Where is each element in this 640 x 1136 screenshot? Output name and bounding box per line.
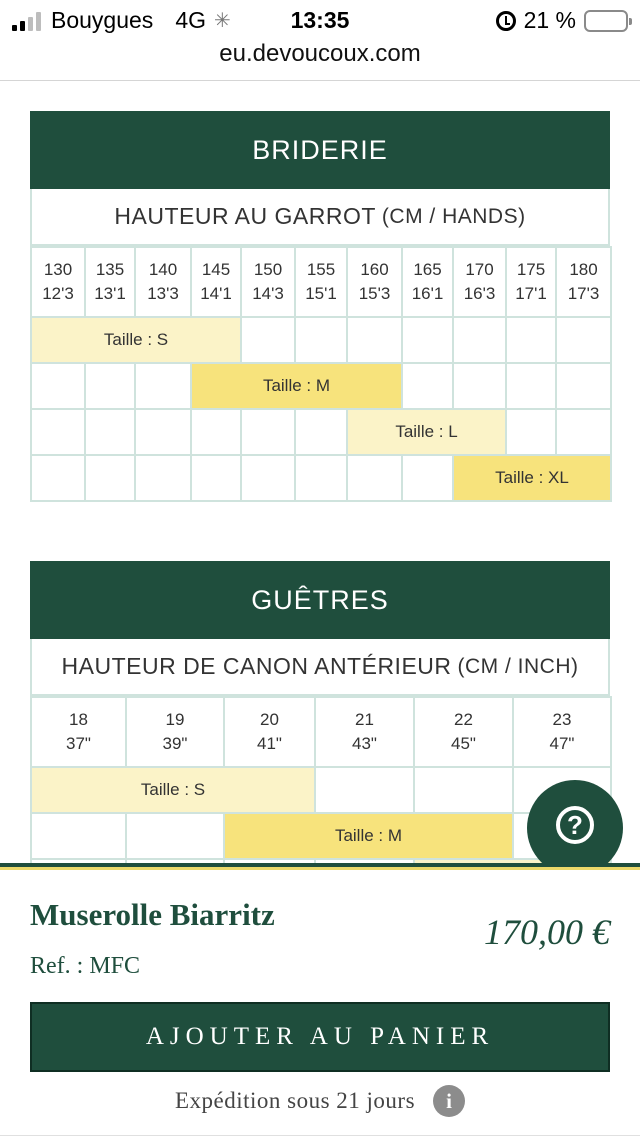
measure-cm: 165 [413,260,442,279]
bridle-measure-cell [506,247,556,317]
product-price: 170,00 € [484,912,610,952]
measure-cm: 20 [260,710,279,729]
bridle-size-table [30,246,612,502]
bridle-measure-cell [347,247,402,317]
measure-cm: 160 [360,260,389,279]
bridle-empty-cell [241,455,295,501]
bridle-empty-cell [506,317,556,363]
bridle-empty-cell [31,455,85,501]
bridle-empty-cell [31,409,85,455]
bridle-size-row [31,317,611,363]
measure-cm: 140 [148,260,178,279]
bridle-measure-cell [556,247,611,317]
battery-percent: 21 % [523,7,576,33]
gaiter-measure-label: HAUTEUR DE CANON ANTÉRIEUR [61,653,452,679]
bridle-empty-cell [402,317,453,363]
bridle-measure-cell [191,247,241,317]
gaiter-size-chart [30,561,610,906]
gaiter-empty-cell [126,813,224,859]
gaiter-measure-cell [414,697,513,767]
bridle-empty-cell [85,409,135,455]
info-icon[interactable]: i [433,1085,465,1117]
bridle-empty-cell [347,455,402,501]
bridle-size-row [31,455,611,501]
bridle-chart-subtitle [30,189,610,246]
status-bar [0,0,640,40]
measure-alt: 16'1 [411,284,444,303]
measure-cm: 145 [201,260,231,279]
product-name: Muserolle Biarritz [30,897,275,932]
bridle-size-row [31,363,611,409]
alarm-icon [496,11,516,31]
gaiter-measure-cell [513,697,611,767]
measure-cm: 22 [454,710,473,729]
carrier-name: Bouygues [51,7,154,33]
measure-cm: 150 [253,260,283,279]
gaiter-empty-cell [31,813,126,859]
bridle-empty-cell [402,455,453,501]
gaiter-size-band: Taille : M [224,813,513,859]
bridle-measure-cell [31,247,85,317]
measure-alt: 14'3 [252,284,284,303]
gaiter-measure-cell [315,697,414,767]
signal-icon [12,11,41,31]
measure-cm: 23 [552,710,572,729]
measure-cm: 180 [569,260,598,279]
bridle-measure-cell [241,247,295,317]
measure-alt: 39" [162,734,188,753]
measure-alt: 15'3 [358,284,391,303]
gaiter-measure-cell [126,697,224,767]
product-ref: Ref. : MFC [30,953,141,979]
bridle-empty-cell [31,363,85,409]
bridle-empty-cell [191,409,241,455]
product-sticky-bar [0,863,640,1136]
gaiter-chart-title: GUÊTRES [30,561,610,639]
question-icon: ? [556,806,594,844]
measure-cm: 170 [465,260,494,279]
measure-alt: 13'1 [94,284,126,303]
bridle-size-band: Taille : L [347,409,506,455]
gaiter-chart-subtitle [30,639,610,696]
bridle-size-row [31,409,611,455]
bridle-empty-cell [295,455,347,501]
bridle-empty-cell [241,409,295,455]
measure-alt: 17'1 [515,284,547,303]
measure-cm: 19 [165,710,185,729]
bridle-empty-cell [556,363,611,409]
sticky-accent-border [0,867,640,870]
measure-alt: 12'3 [42,284,74,303]
bridle-empty-cell [453,363,506,409]
measure-cm: 18 [69,710,88,729]
status-time: 13:35 [290,7,350,33]
bridle-empty-cell [506,409,556,455]
bridle-unit-label: (CM / HANDS) [381,204,526,228]
bridle-measure-cell [402,247,453,317]
address-divider [0,80,640,81]
bridle-empty-cell [85,363,135,409]
add-to-cart-button[interactable]: AJOUTER AU PANIER [30,1002,610,1072]
measure-alt: 47" [549,734,575,753]
measure-alt: 41" [257,734,282,753]
bridle-empty-cell [556,317,611,363]
gaiter-measure-cell [31,697,126,767]
measure-alt: 14'1 [200,284,232,303]
measure-alt: 16'3 [463,284,496,303]
measure-cm: 130 [43,260,73,279]
bridle-measure-cell [135,247,191,317]
bridle-chart-title: BRIDERIE [30,111,610,189]
gaiter-measure-row [31,697,611,767]
bridle-empty-cell [241,317,295,363]
bridle-empty-cell [85,455,135,501]
bridle-empty-cell [556,409,611,455]
gaiter-size-row [31,767,611,813]
measure-alt: 17'3 [567,284,600,303]
battery-icon [584,10,628,32]
network-type: 4G [175,7,206,33]
bridle-measure-row [31,247,611,317]
measure-cm: 155 [306,260,336,279]
bridle-empty-cell [135,409,191,455]
gaiter-measure-cell [224,697,315,767]
bridle-empty-cell [295,317,347,363]
bridle-size-band: Taille : XL [453,455,611,501]
bridle-empty-cell [295,409,347,455]
measure-alt: 43" [352,734,377,753]
measure-alt: 13'3 [147,284,179,303]
shipping-text: Expédition sous 21 jours [174,1088,416,1113]
address-bar[interactable]: eu.devoucoux.com [219,40,421,67]
help-chat-button[interactable] [527,780,623,876]
bridle-size-band: Taille : M [191,363,402,409]
status-left [12,7,231,34]
measure-alt: 45" [451,734,476,753]
bridle-measure-label: HAUTEUR AU GARROT [114,203,376,229]
gaiter-empty-cell [414,767,513,813]
bridle-size-chart [30,111,610,502]
measure-alt: 37" [66,734,91,753]
bridle-empty-cell [135,363,191,409]
measure-cm: 175 [516,260,546,279]
activity-spinner-icon: ✳ [214,10,231,32]
measure-cm: 135 [95,260,125,279]
bridle-measure-cell [85,247,135,317]
bridle-measure-cell [295,247,347,317]
gaiter-size-band: Taille : S [31,767,315,813]
bridle-size-band: Taille : S [31,317,241,363]
measure-cm: 21 [355,710,374,729]
gaiter-size-row [31,813,611,859]
status-right [496,7,628,34]
bridle-measure-cell [453,247,506,317]
gaiter-unit-label: (CM / INCH) [457,654,579,678]
measure-alt: 15'1 [305,284,337,303]
bridle-empty-cell [135,455,191,501]
shipping-info [0,1085,640,1117]
bridle-empty-cell [402,363,453,409]
bridle-empty-cell [506,363,556,409]
bridle-empty-cell [191,455,241,501]
bridle-empty-cell [453,317,506,363]
gaiter-empty-cell [315,767,414,813]
bridle-empty-cell [347,317,402,363]
